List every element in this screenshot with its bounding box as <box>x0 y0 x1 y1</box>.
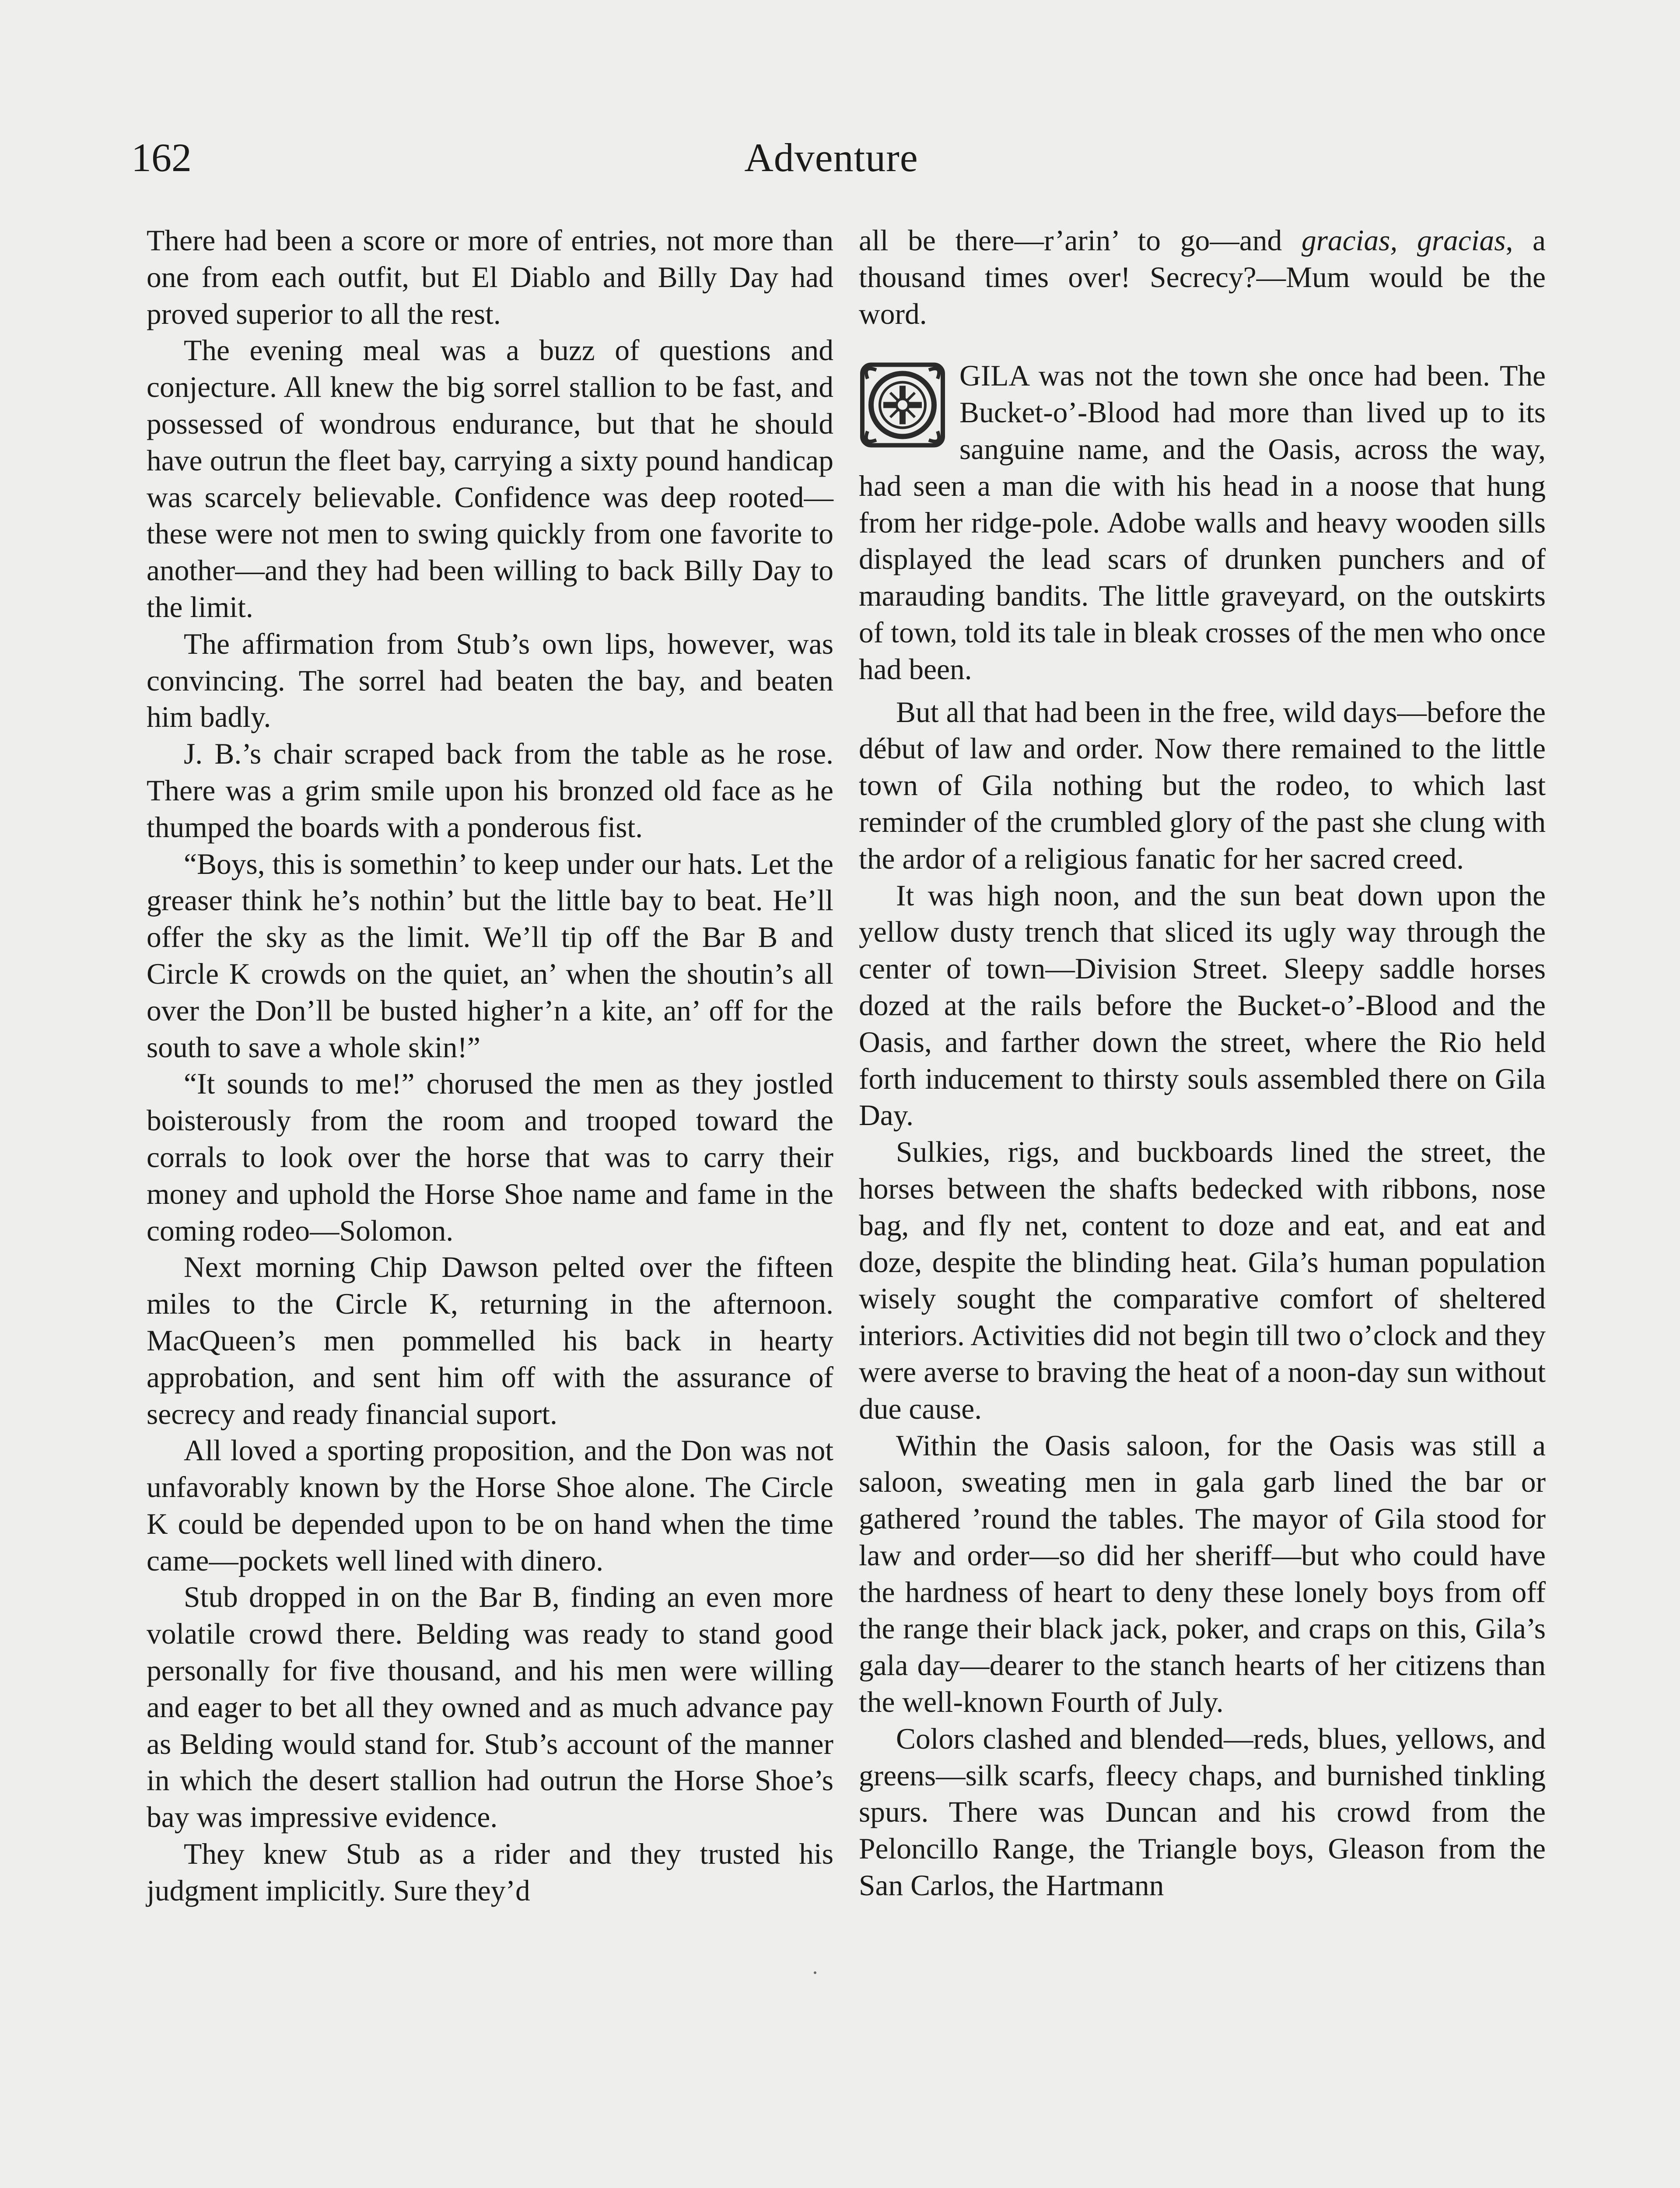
paragraph: Colors clashed and blended—reds, blues, yellows, and greens—silk scarfs, fleecy chaps, and burnished tinkling spurs. There was Duncan and his crowd from the Peloncillo Range, the Triangle boys, Gleason from the San Carlos, the Hartmann <box>859 1722 1546 1902</box>
paragraph: The evening meal was a buzz of questions and conjecture. All knew the big sorrel stallion to be fast, and possessed of wondrous endurance, but that he should have outrun the fleet bay, carrying a sixty pound handicap was scarcely believable. Confidence was deep rooted—these were not men to swing quickly from one favorite to another—and they had been willing to back Billy Day to the limit. <box>147 334 833 624</box>
section-opening-paragraph <box>859 358 1546 687</box>
right-column <box>859 222 1546 1904</box>
continuation-text-end: , a thousand times over! Secrecy?—Mum would be the word. <box>859 224 1546 330</box>
paragraph: “It sounds to me!” chorused the men as they jostled boisterously from the room and trooped toward the corrals to look over the horse that was to carry their money and uphold the Horse Shoe name and fame in the coming rodeo—Solomon. <box>147 1067 833 1247</box>
paragraph: J. B.’s chair scraped back from the table as he rose. There was a grim smile upon his bronzed old face as he thumped the boards with a ponderous fist. <box>147 737 833 844</box>
page-header <box>131 131 1531 184</box>
paragraph: Within the Oasis saloon, for the Oasis was still a saloon, sweating men in gala garb lined the bar or gathered ’round the tables. The mayor of Gila stood for law and order—so did her sheriff—but who could have the hardness of heart to deny these lonely boys from off the range their black jack, poker, and craps on this, Gila’s gala day—dearer to the stanch hearts of her citizens than the well-known Fourth of July. <box>859 1429 1546 1719</box>
italic-spanish-phrase: gracias, gracias <box>1301 224 1506 257</box>
paragraph: They knew Stub as a rider and they trusted his judgment implicitly. Sure they’d <box>147 1837 833 1907</box>
paragraph: Sulkies, rigs, and buckboards lined the street, the horses between the shafts bedecked with ribbons, nose bag, and fly net, content to doze and eat, and eat and doze, despite the blinding heat. Gila’s human population wisely sought the comparative comfort of sheltered interiors. Activities did not begin till two o’clock and they were averse to braving the heat of a noon-day sun without due cause. <box>859 1136 1546 1425</box>
continuation-paragraph <box>859 222 1546 332</box>
paragraph: The affirmation from Stub’s own lips, however, was convincing. The sorrel had beaten the bay, and beaten him badly. <box>147 627 833 734</box>
paragraph: All loved a sporting proposition, and the Don was not unfavorably known by the Horse Shoe alone. The Circle K could be depended upon to be on hand when the time came—pockets well lined with dinero. <box>147 1434 833 1577</box>
running-head: Adventure <box>744 135 918 180</box>
paragraph: “Boys, this is somethin’ to keep under our hats. Let the greaser think he’s nothin’ but the little bay to beat. He’ll offer the sky as the limit. We’ll tip off the Bar B and Circle K crowds on the quiet, an’ when the shoutin’s all over the Don’ll be busted higher’n a kite, an’ off for the south to save a whole skin!” <box>147 847 833 1064</box>
print-speck <box>814 1971 816 1974</box>
left-column <box>147 222 833 1909</box>
paragraph: It was high noon, and the sun beat down upon the yellow dusty trench that sliced its ugly way through the center of town—Division Street. Sleepy saddle horses dozed at the rails before the Bucket-o’-Blood and the Oasis, and farther down the street, where the Rio held forth inducement to thirsty souls assembled there on Gila Day. <box>859 879 1546 1132</box>
section-opening-text: GILA was not the town she once had been. The Bucket-o’-Blood had more than lived up to its sanguine name, and the Oasis, across the way, had seen a man die with his head in a noose that hung from her ridge-pole. Adobe walls and heavy wooden sills displayed the lead scars of drunken punchers and of marauding bandits. The little graveyard, on the outskirts of town, told its tale in bleak crosses of the men who once had been. <box>859 359 1546 686</box>
paragraph: There had been a score or more of entries, not more than one from each outfit, but El Diablo and Billy Day had proved superior to all the rest. <box>147 224 833 330</box>
paragraph: Next morning Chip Dawson pelted over the fifteen miles to the Circle K, returning in the afternoon. MacQueen’s men pommelled his back in hearty approbation, and sent him off with the assurance of secrecy and ready financial suport. <box>147 1251 833 1431</box>
celtic-knot-icon <box>859 360 946 450</box>
page-number: 162 <box>131 135 192 180</box>
continuation-text: all be there—r’arin’ to go—and <box>859 224 1302 257</box>
paragraph: But all that had been in the free, wild days—before the début of law and order. Now there remained to the little town of Gila nothing but the rodeo, to which last reminder of the crumbled glory of the past she clung with the ardor of a religious fanatic for her sacred creed. <box>859 695 1546 875</box>
paragraph: Stub dropped in on the Bar B, finding an even more volatile crowd there. Belding was ready to stand good personally for five thousand, and his men were willing and eager to bet all they owned and as much advance pay as Belding would stand for. Stub’s account of the manner in which the desert stallion had outrun the Horse Shoe’s bay was impressive evidence. <box>147 1581 833 1834</box>
